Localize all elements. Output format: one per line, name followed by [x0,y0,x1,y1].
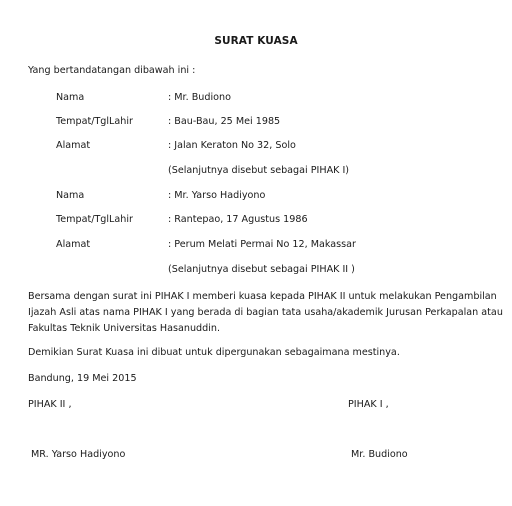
party1-name-label: Nama [56,92,85,103]
signature-right-name: Mr. Budiono [351,449,408,460]
place-date: Bandung, 19 Mei 2015 [28,373,137,384]
document-title: SURAT KUASA [214,35,298,47]
party2-address-label: Alamat [56,239,91,250]
body-line: Fakultas Teknik Universitas Hasanuddin. [28,323,220,334]
party1-birth-value: : Bau-Bau, 25 Mei 1985 [168,116,281,127]
closing-text: Demikian Surat Kuasa ini dibuat untuk dipergunakan sebagaimana mestinya. [28,347,400,358]
body-paragraph [28,289,503,337]
party2-birth-value: : Rantepao, 17 Agustus 1986 [168,214,308,225]
signature-left-name: MR. Yarso Hadiyono [31,449,126,460]
signature-left-role: PIHAK II , [28,399,72,410]
party2-name-value: : Mr. Yarso Hadiyono [168,190,266,201]
signature-right-role: PIHAK I , [348,399,389,410]
party2-birth-label: Tempat/TglLahir [56,214,133,225]
party2-address-value: : Perum Melati Permai No 12, Makassar [168,239,356,250]
party1-address-value: : Jalan Keraton No 32, Solo [168,140,296,151]
body-line: Bersama dengan surat ini PIHAK I memberi kuasa kepada PIHAK II untuk melakukan Pengambilan [28,291,497,302]
party2-name-label: Nama [56,190,85,201]
party1-address-label: Alamat [56,140,91,151]
body-line: Ijazah Asli atas nama PIHAK I yang berada di bagian tata usaha/akademik Jurusan Perkapalan atau [28,307,503,318]
party1-designation: (Selanjutnya disebut sebagai PIHAK I) [168,165,350,176]
party1-birth-label: Tempat/TglLahir [56,116,133,127]
party1-name-value: : Mr. Budiono [168,92,231,103]
party2-designation: (Selanjutnya disebut sebagai PIHAK II ) [168,264,355,275]
intro-text: Yang bertandatangan dibawah ini : [28,65,196,76]
